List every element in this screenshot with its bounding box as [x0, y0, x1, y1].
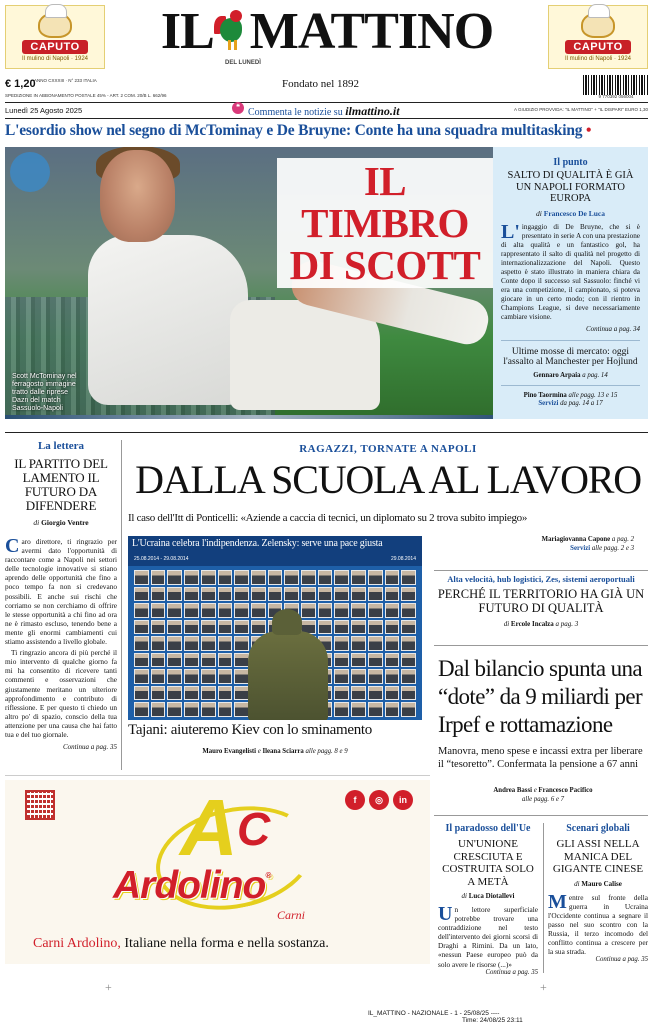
- portrait-tile: [134, 620, 149, 635]
- ad-monogram-c: C: [237, 803, 271, 855]
- portrait-tile: [167, 702, 182, 717]
- portrait-tile: [401, 686, 416, 701]
- portrait-tile: [218, 603, 233, 618]
- lead-credits: Mariagiovanna Capone a pag. 2 Servizi alle pagg. 2 e 3: [541, 536, 634, 552]
- portrait-tile: [134, 669, 149, 684]
- barcode-number: 9 770392 056004: [598, 94, 634, 99]
- infra-kicker: Alta velocità, hub logistici, Zes, sistemi aeroportuali: [447, 574, 635, 584]
- ad-monogram-a: A: [180, 783, 238, 872]
- portrait-tile: [401, 620, 416, 635]
- portrait-tile: [334, 603, 349, 618]
- portrait-tile: [351, 603, 366, 618]
- portrait-tile: [334, 587, 349, 602]
- bilancio-deck: Manovra, meno spese e incassi extra per liberare il “tesoretto”. Confermata la pensione a 67 anni: [438, 746, 643, 770]
- portrait-tile: [401, 570, 416, 585]
- portrait-tile: [167, 636, 182, 651]
- portrait-tile: [151, 653, 166, 668]
- punto-sub-title[interactable]: Ultime mosse di mercato: oggi l'assalto al Manchester per Hojlund: [501, 340, 640, 368]
- newspaper-title: [112, 3, 542, 60]
- portrait-tile: [184, 686, 199, 701]
- lettera-author: Giorgio Ventre: [41, 518, 89, 527]
- portrait-tile: [385, 603, 400, 618]
- portrait-tile: [201, 587, 216, 602]
- portrait-tile: [318, 587, 333, 602]
- lettera-kicker: La lettera: [37, 440, 85, 452]
- paradosso-kicker: Il paradosso dell'Ue: [445, 823, 531, 834]
- portrait-tile: [368, 669, 383, 684]
- portrait-tile: [201, 620, 216, 635]
- portrait-tile: [234, 603, 249, 618]
- portrait-tile: [351, 570, 366, 585]
- portrait-tile: [351, 653, 366, 668]
- portrait-tile: [201, 636, 216, 651]
- crop-mark-icon: +: [105, 980, 112, 994]
- portrait-tile: [218, 570, 233, 585]
- ukraine-banner: L'Ucraina celebra l'indipendenza. Zelensky: serve una pace giusta: [132, 538, 383, 549]
- portrait-tile: [151, 620, 166, 635]
- portrait-tile: [401, 636, 416, 651]
- portrait-tile: [218, 636, 233, 651]
- ukraine-date-right: 29.08.2014: [390, 556, 416, 562]
- portrait-tile: [301, 570, 316, 585]
- portrait-tile: [351, 587, 366, 602]
- portrait-tile: [251, 570, 266, 585]
- lettera-body-2: Ti ringrazio ancora di più perché il mio intervento di qualche giorno fa mi ha consentito di ricevere tanti commenti e osservazioni che giustamente meritano un ulteriore approfondimento e contributo di riflessione. E per questo ti chiedo un altro po' di spazio, conscio della tua attenzione per una causa che hai fatto tua e del tuo giornale.: [5, 648, 117, 739]
- ukraine-headline[interactable]: Tajani: aiuteremo Kiev con lo sminamento: [128, 722, 372, 738]
- portrait-tile: [234, 669, 249, 684]
- portrait-tile: [334, 636, 349, 651]
- infra-box: [434, 570, 648, 628]
- punto-kicker: Il punto: [553, 157, 588, 168]
- portrait-tile: [401, 653, 416, 668]
- lead-deck: Il caso dell'Itt di Ponticelli: «Aziende a caccia di tecnici, un diplomato su 2 trova subito impiego»: [128, 512, 528, 524]
- bilancio-credit: Andrea Bassi e Francesco Pacifico alle pagg. 6 e 7: [493, 787, 593, 803]
- founded-line: Fondato nel 1892: [282, 78, 359, 90]
- portrait-tile: [184, 702, 199, 717]
- ardolino-ad[interactable]: [5, 780, 430, 964]
- portrait-tile: [234, 686, 249, 701]
- lead-headline[interactable]: DALLA SCUOLA AL LAVORO: [135, 457, 641, 502]
- portrait-tile: [184, 669, 199, 684]
- portrait-tile: [351, 636, 366, 651]
- portrait-tile: [201, 669, 216, 684]
- punto-box: [493, 147, 648, 419]
- portrait-tile: [201, 686, 216, 701]
- masthead-subtitle: DEL LUNEDÌ: [225, 60, 261, 66]
- portrait-tile: [201, 702, 216, 717]
- footer-slug: IL_MATTINO - NAZIONALE - 1 - 25/08/25 ----: [368, 1010, 500, 1017]
- portrait-tile: [284, 587, 299, 602]
- portrait-tile: [218, 620, 233, 635]
- punto-author: Francesco De Luca: [543, 208, 605, 218]
- left-caputo-badge: [5, 5, 105, 69]
- portrait-tile: [385, 620, 400, 635]
- portrait-tile: [334, 653, 349, 668]
- ad-sub: Carni: [277, 908, 306, 922]
- punto-continue[interactable]: Continua a pag. 34: [585, 324, 640, 333]
- lead-kicker: RAGAZZI, TORNATE A NAPOLI: [299, 443, 477, 455]
- portrait-tile: [401, 669, 416, 684]
- crop-mark-icon: +: [540, 980, 547, 994]
- portrait-tile: [401, 603, 416, 618]
- portrait-tile: [318, 603, 333, 618]
- portrait-tile: [318, 570, 333, 585]
- punto-sub-credit: Gennaro Arpaia a pag. 14: [533, 371, 608, 379]
- portrait-tile: [385, 686, 400, 701]
- portrait-tile: [134, 636, 149, 651]
- portrait-tile: [218, 669, 233, 684]
- scenari-kicker: Scenari globali: [566, 823, 630, 834]
- portrait-tile: [368, 620, 383, 635]
- portrait-tile: [268, 587, 283, 602]
- portrait-tile: [167, 669, 182, 684]
- comment-bubble-icon: ❝: [232, 102, 244, 114]
- badge-brand: CAPUTO: [565, 40, 630, 54]
- portrait-tile: [167, 653, 182, 668]
- portrait-tile: [184, 653, 199, 668]
- title-right: MATTINO: [249, 3, 494, 60]
- ukraine-date-left: 25.08.2014 - 29.08.2014: [134, 556, 189, 562]
- portrait-tile: [334, 686, 349, 701]
- site-name[interactable]: ilmattino.it: [345, 104, 400, 118]
- portrait-tile: [218, 653, 233, 668]
- portrait-tile: [151, 669, 166, 684]
- portrait-tile: [334, 669, 349, 684]
- scenari-continue[interactable]: Continua a pag. 35: [595, 956, 648, 964]
- paradosso-column: [438, 823, 538, 976]
- punto-credits: Pino Taormina alle pagg. 13 e 15 Servizi da pag. 14 a 17: [501, 385, 640, 408]
- scenari-byline: di Mauro Calise: [574, 879, 622, 888]
- portrait-tile: [151, 686, 166, 701]
- issue-note: ANNO CXXXIII · N° 233 ITALIA: [34, 78, 97, 83]
- ad-brand: Ardolino®: [113, 864, 271, 907]
- portrait-tile: [167, 587, 182, 602]
- hero-headline[interactable]: [277, 158, 493, 288]
- portrait-tile: [334, 570, 349, 585]
- portrait-tile: [284, 570, 299, 585]
- punto-byline: di Francesco De Luca: [536, 208, 605, 218]
- portrait-tile: [385, 636, 400, 651]
- rooster-logo-icon: [214, 8, 250, 50]
- scenari-column: [548, 823, 648, 963]
- ukraine-credit: Mauro Evangelisti e Ileana Sciarra alle pagg. 8 e 9: [202, 748, 348, 755]
- portrait-tile: [334, 620, 349, 635]
- portrait-tile: [385, 587, 400, 602]
- comment-prompt[interactable]: [248, 104, 400, 119]
- portrait-tile: [167, 603, 182, 618]
- badge-tagline: Il mulino di Napoli · 1924: [21, 56, 89, 62]
- portrait-tile: [385, 669, 400, 684]
- issue-date: Lunedì 25 Agosto 2025: [5, 106, 83, 115]
- lettera-byline: di Giorgio Ventre: [33, 518, 89, 527]
- right-caputo-badge: [548, 5, 648, 69]
- scenari-body: Mentre sul fronte della guerra in Ucraina l'Occidente continua a segnare il passo nel suo scontro con la Russia, il terzo incomodo del conflitto continua a crescere per la sua strada.: [548, 890, 648, 957]
- portrait-tile: [268, 570, 283, 585]
- portrait-tile: [368, 636, 383, 651]
- portrait-tile: [234, 587, 249, 602]
- ad-slogan: Carni Ardolino, Italiane nella forma e nella sostanza.: [33, 936, 329, 951]
- chef-logo-icon: [581, 12, 615, 38]
- portrait-tile: [368, 587, 383, 602]
- punto-body: L' ingaggio di De Bruyne, che si è presentato in serie A con una prestazione di alta qualità e un fantastico gol, ha rappresentato il salto di qualità nel progetto di internazionalizzazione del Napoli. Questo aspetto è stato illustrato in maniera chiara da Conte dopo il successo sul Sassuolo: finché vi era una competizione, il campionato, si poteva giocare in un certo modo; con il rientro in Champions League, si deve necessariamente cambiare visione.: [501, 220, 640, 321]
- right-note: A GIUDIZIO PROVVIDA: "IL MATTINO" + "IL DISPARI" EURO 1,30: [513, 107, 648, 112]
- price: € 1,20: [5, 78, 36, 90]
- portrait-tile: [351, 620, 366, 635]
- portrait-tile: [201, 603, 216, 618]
- portrait-tile: [385, 653, 400, 668]
- infra-byline: di Ercole Incalza a pag. 3: [503, 620, 579, 628]
- paradosso-continue[interactable]: Continua a pag. 35: [485, 968, 538, 976]
- scenari-title[interactable]: GLI ASSI NELLA MANICA DEL GIGANTE CINESE: [552, 838, 644, 875]
- postal-note: SPEDIZIONE IN ABBONAMENTO POSTALE 45% - ART. 2 COM. 20/B L. 662/96: [5, 93, 167, 98]
- hero-headline-line1: IL TIMBRO: [301, 158, 469, 246]
- paradosso-body: Un lettore superficiale potrebbe trovare una contraddizione nel testo dell'intervento dei giorni scorsi di Draghi a Rimini. Da un lato, «nessun Paese europeo può da solo avere le risorse (...)»: [438, 903, 538, 969]
- portrait-tile: [184, 587, 199, 602]
- portrait-tile: [218, 686, 233, 701]
- comment-prompt-text: Commenta le notizie su: [248, 107, 343, 118]
- portrait-tile: [184, 603, 199, 618]
- portrait-tile: [201, 570, 216, 585]
- lettera-title[interactable]: IL PARTITO DEL LAMENTO IL FUTURO DA DIFENDERE: [14, 456, 108, 513]
- infra-title[interactable]: PERCHÉ IL TERRITORIO HA GIÀ UN FUTURO DI QUALITÀ: [437, 587, 645, 615]
- hero-caption: Scott McTominay nel ferragosto immagine tratto dalle riprese Dazn del match Sassuolo-Napoli: [12, 373, 77, 412]
- portrait-tile: [167, 686, 182, 701]
- punto-title[interactable]: SALTO DI QUALITÀ È GIÀ UN NAPOLI FORMATO EUROPA: [507, 170, 634, 204]
- portrait-tile: [351, 669, 366, 684]
- facebook-icon[interactable]: f: [345, 790, 365, 810]
- linkedin-icon[interactable]: in: [393, 790, 413, 810]
- instagram-icon[interactable]: ◎: [369, 790, 389, 810]
- portrait-tile: [368, 570, 383, 585]
- portrait-tile: [234, 653, 249, 668]
- portrait-tile: [301, 603, 316, 618]
- portrait-tile: [167, 570, 182, 585]
- badge-brand: CAPUTO: [22, 40, 87, 54]
- portrait-tile: [134, 587, 149, 602]
- top-strap-headline[interactable]: L'esordio show nel segno di McTominay e De Bruyne: Conte ha una squadra multitasking •: [5, 122, 592, 139]
- ukraine-photo: [128, 536, 422, 720]
- paradosso-title[interactable]: UN'UNIONE CRESCIUTA E COSTRUITA SOLO A METÀ: [442, 838, 534, 888]
- portrait-tile: [385, 570, 400, 585]
- paradosso-byline: di Luca Diotallevi: [461, 892, 515, 900]
- portrait-tile: [351, 702, 366, 717]
- portrait-tile: [368, 603, 383, 618]
- portrait-tile: [134, 686, 149, 701]
- portrait-tile: [301, 587, 316, 602]
- portrait-tile: [351, 686, 366, 701]
- portrait-tile: [234, 636, 249, 651]
- portrait-tile: [134, 570, 149, 585]
- portrait-tile: [368, 702, 383, 717]
- portrait-tile: [167, 620, 182, 635]
- portrait-tile: [251, 587, 266, 602]
- footer-time: Time: 24/08/25 23:11: [462, 1017, 523, 1024]
- portrait-tile: [218, 587, 233, 602]
- portrait-tile: [368, 653, 383, 668]
- portrait-tile: [134, 653, 149, 668]
- portrait-tile: [401, 587, 416, 602]
- portrait-tile: [385, 702, 400, 717]
- portrait-tile: [234, 702, 249, 717]
- badge-tagline: Il mulino di Napoli · 1924: [564, 56, 632, 62]
- qr-code-icon[interactable]: [25, 790, 55, 820]
- lettera-body-1: Caro direttore, ti ringrazio per avermi dato l'opportunità di raccontare come a Napoli nei settori delle tecnologie innovative si stiano aprendo delle opportunità che fino a poco tempo fa non si credevano possibili. E anche sui rischi che corriamo se non cerchiamo di offrire le stesse opportunità a chi fino ad ora ne è rimasto escluso, tenendo bene a mente gli enormi cambiamenti cui stiamo assistendo a livello globale.: [5, 535, 117, 647]
- portrait-tile: [251, 620, 266, 635]
- portrait-tile: [134, 603, 149, 618]
- barcode-icon: [583, 75, 649, 95]
- portrait-tile: [184, 636, 199, 651]
- portrait-tile: [218, 702, 233, 717]
- portrait-tile: [151, 702, 166, 717]
- portrait-tile: [151, 636, 166, 651]
- portrait-tile: [234, 570, 249, 585]
- portrait-tile: [334, 702, 349, 717]
- portrait-tile: [234, 620, 249, 635]
- chef-logo-icon: [38, 12, 72, 38]
- portrait-tile: [368, 686, 383, 701]
- portrait-tile: [184, 570, 199, 585]
- title-left: IL: [160, 3, 214, 60]
- portrait-tile: [151, 603, 166, 618]
- lettera-continue[interactable]: Continua a pag. 35: [62, 743, 117, 752]
- portrait-tile: [201, 653, 216, 668]
- portrait-tile: [151, 570, 166, 585]
- portrait-tile: [184, 620, 199, 635]
- portrait-tile: [318, 620, 333, 635]
- portrait-tile: [401, 702, 416, 717]
- bilancio-headline[interactable]: Dal bilancio spunta una “dote” da 9 miliardi per Irpef e rottamazione: [438, 656, 643, 737]
- portrait-tile: [134, 702, 149, 717]
- portrait-tile: [151, 587, 166, 602]
- portrait-tile: [251, 603, 266, 618]
- lettera-column: [5, 440, 117, 772]
- hero-headline-line2: DI SCOTT: [289, 242, 481, 288]
